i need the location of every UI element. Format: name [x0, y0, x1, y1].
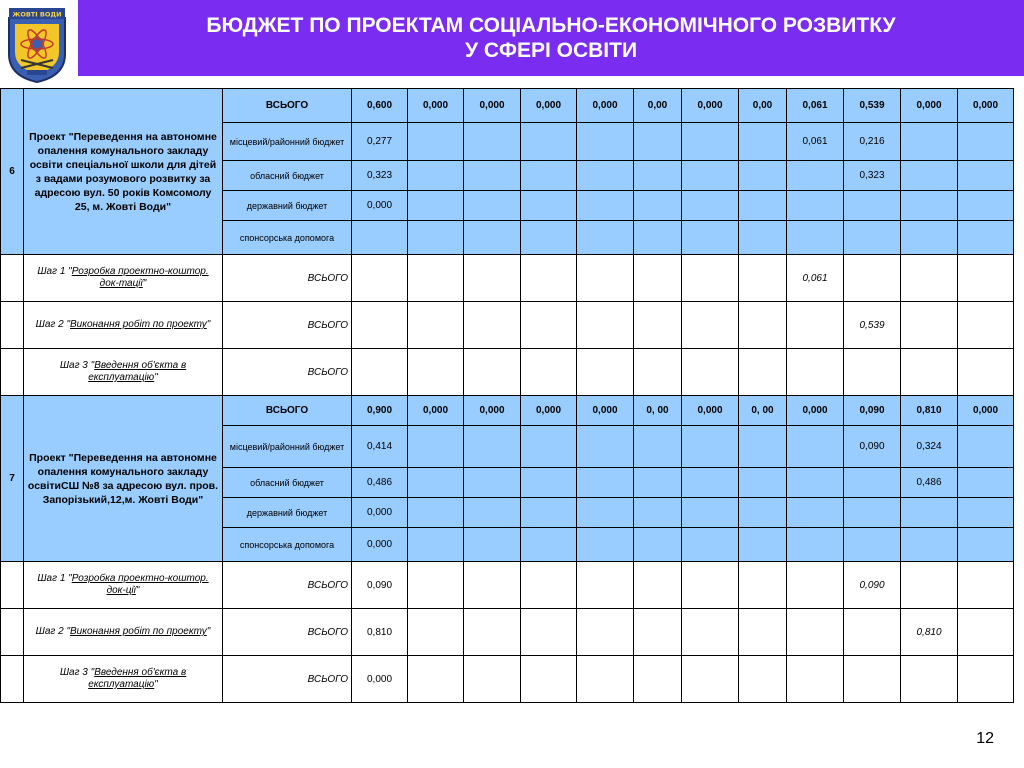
value-cell: 0,000	[408, 396, 464, 426]
emblem-banner-text: ЖОВТІ ВОДИ	[12, 10, 62, 19]
value-cell	[521, 161, 577, 191]
value-cell	[577, 161, 634, 191]
stage-name	[24, 562, 223, 609]
value-cell: 0,00	[634, 89, 682, 123]
value-cell	[408, 468, 464, 498]
value-cell: 0,000	[787, 396, 844, 426]
value-cell	[464, 191, 521, 221]
value-cell: 0,000	[464, 396, 521, 426]
value-cell	[521, 221, 577, 255]
value-cell: 0,000	[521, 396, 577, 426]
stage-link-text: Введення об'єкта в експлуатацію	[88, 360, 187, 383]
value-cell	[958, 349, 1014, 396]
value-cell	[682, 609, 739, 656]
stage-prefix: Шаг 1 "	[37, 573, 72, 584]
value-cell: 0,090	[352, 562, 408, 609]
value-cell: 0,486	[352, 468, 408, 498]
value-cell: 0,539	[844, 89, 901, 123]
value-cell: 0, 00	[634, 396, 682, 426]
value-cell	[352, 221, 408, 255]
funding-source: державний бюджет	[223, 498, 352, 528]
stage-row	[1, 609, 1014, 656]
value-cell: 0,000	[577, 396, 634, 426]
value-cell	[634, 426, 682, 468]
value-cell	[682, 221, 739, 255]
value-cell	[521, 562, 577, 609]
value-cell	[682, 161, 739, 191]
value-cell: 0,810	[901, 609, 958, 656]
value-cell	[787, 349, 844, 396]
stage-prefix: Шаг 2 "	[35, 626, 71, 637]
stage-number-cell	[1, 609, 24, 656]
value-cell	[577, 191, 634, 221]
value-cell: 0, 00	[739, 396, 787, 426]
stage-number-cell	[1, 656, 24, 703]
value-cell	[901, 349, 958, 396]
value-cell	[464, 426, 521, 468]
value-cell: 0,000	[352, 191, 408, 221]
value-cell	[464, 498, 521, 528]
value-cell	[464, 656, 521, 703]
value-cell	[739, 302, 787, 349]
value-cell: 0,000	[682, 89, 739, 123]
value-cell	[464, 123, 521, 161]
value-cell	[577, 255, 634, 302]
value-cell: 0,000	[521, 89, 577, 123]
value-cell	[634, 562, 682, 609]
value-cell	[464, 302, 521, 349]
value-cell: 0,000	[464, 89, 521, 123]
value-cell	[901, 191, 958, 221]
value-cell	[958, 191, 1014, 221]
value-cell	[958, 123, 1014, 161]
value-cell	[682, 349, 739, 396]
value-cell	[739, 123, 787, 161]
value-cell	[408, 349, 464, 396]
value-cell	[787, 302, 844, 349]
value-cell	[464, 221, 521, 255]
project-6-block	[1, 89, 1014, 396]
funding-source: місцевий/районний бюджет	[223, 123, 352, 161]
value-cell	[787, 161, 844, 191]
value-cell	[577, 468, 634, 498]
value-cell	[408, 221, 464, 255]
value-cell	[958, 221, 1014, 255]
value-cell	[739, 498, 787, 528]
value-cell	[787, 656, 844, 703]
value-cell	[682, 191, 739, 221]
funding-source: обласний бюджет	[223, 468, 352, 498]
value-cell	[464, 349, 521, 396]
value-cell: 0,323	[352, 161, 408, 191]
stage-name	[24, 302, 223, 349]
value-cell	[958, 528, 1014, 562]
value-cell	[464, 255, 521, 302]
value-cell	[901, 498, 958, 528]
stage-name	[24, 255, 223, 302]
value-cell	[958, 426, 1014, 468]
value-cell	[958, 498, 1014, 528]
value-cell	[521, 468, 577, 498]
value-cell	[634, 656, 682, 703]
value-cell	[634, 191, 682, 221]
value-cell	[682, 562, 739, 609]
value-cell	[844, 221, 901, 255]
value-cell	[577, 123, 634, 161]
value-cell	[739, 468, 787, 498]
funding-source: місцевий/районний бюджет	[223, 426, 352, 468]
city-emblem	[3, 4, 71, 84]
value-cell	[408, 426, 464, 468]
stage-name	[24, 656, 223, 703]
value-cell	[787, 609, 844, 656]
value-cell: 0,600	[352, 89, 408, 123]
value-cell	[739, 191, 787, 221]
value-cell	[464, 609, 521, 656]
stage-suffix: "	[142, 278, 147, 289]
stage-total-label: ВСЬОГО	[223, 349, 352, 396]
page-title-line1: БЮДЖЕТ ПО ПРОЕКТАМ СОЦІАЛЬНО-ЕКОНОМІЧНОГО РОЗВИТКУ	[206, 14, 896, 37]
project-name: Проект "Переведення на автономне опалення комунального закладу освіти спеціальної школи для дітей з вадами розумового розвитку за адресою вул. 50 років Комсомолу 25, м. Жовті Води"	[24, 89, 223, 255]
value-cell	[739, 161, 787, 191]
value-cell	[521, 426, 577, 468]
funding-source: обласний бюджет	[223, 161, 352, 191]
value-cell	[901, 656, 958, 703]
value-cell: 0,061	[787, 89, 844, 123]
value-cell: 0,216	[844, 123, 901, 161]
value-cell	[408, 609, 464, 656]
value-cell	[844, 656, 901, 703]
value-cell	[958, 255, 1014, 302]
value-cell	[634, 255, 682, 302]
value-cell: 0,486	[901, 468, 958, 498]
value-cell: 0,000	[682, 396, 739, 426]
value-cell: 0,810	[352, 609, 408, 656]
value-cell	[408, 302, 464, 349]
value-cell	[521, 528, 577, 562]
value-cell	[408, 123, 464, 161]
value-cell	[521, 302, 577, 349]
value-cell	[844, 191, 901, 221]
stage-prefix: Шаг 3 "	[59, 360, 95, 371]
value-cell	[464, 562, 521, 609]
stage-total-label: ВСЬОГО	[223, 562, 352, 609]
value-cell	[521, 498, 577, 528]
value-cell	[739, 609, 787, 656]
page-title-line2: У СФЕРІ ОСВІТИ	[464, 39, 638, 62]
funding-source: ВСЬОГО	[223, 89, 352, 123]
project-number: 6	[1, 89, 24, 255]
value-cell: 0,000	[352, 498, 408, 528]
value-cell	[408, 528, 464, 562]
stage-name	[24, 609, 223, 656]
value-cell	[577, 498, 634, 528]
stage-name	[24, 349, 223, 396]
value-cell	[958, 468, 1014, 498]
value-cell	[787, 528, 844, 562]
value-cell	[521, 349, 577, 396]
value-cell	[634, 609, 682, 656]
value-cell	[901, 255, 958, 302]
value-cell: 0,810	[901, 396, 958, 426]
value-cell: 0,00	[739, 89, 787, 123]
value-cell: 0,090	[844, 396, 901, 426]
value-cell	[577, 302, 634, 349]
value-cell: 0,000	[577, 89, 634, 123]
value-cell	[634, 123, 682, 161]
value-cell	[901, 562, 958, 609]
stage-row	[1, 656, 1014, 703]
value-cell	[352, 255, 408, 302]
value-cell	[521, 255, 577, 302]
value-cell	[464, 161, 521, 191]
stage-row	[1, 349, 1014, 396]
value-cell	[577, 656, 634, 703]
stage-total-label: ВСЬОГО	[223, 609, 352, 656]
value-cell	[577, 609, 634, 656]
value-cell	[634, 468, 682, 498]
value-cell	[958, 562, 1014, 609]
value-cell: 0,000	[958, 396, 1014, 426]
value-cell	[901, 528, 958, 562]
value-cell	[844, 255, 901, 302]
value-cell	[408, 498, 464, 528]
value-cell	[844, 468, 901, 498]
value-cell	[577, 221, 634, 255]
stage-link-text: Виконання робіт по проекту	[70, 319, 207, 330]
value-cell	[901, 221, 958, 255]
stage-total-label: ВСЬОГО	[223, 656, 352, 703]
value-cell: 0,000	[901, 89, 958, 123]
value-cell	[787, 191, 844, 221]
value-cell	[464, 528, 521, 562]
stage-row	[1, 302, 1014, 349]
value-cell	[521, 656, 577, 703]
value-cell: 0,090	[844, 426, 901, 468]
value-cell	[787, 562, 844, 609]
stage-suffix: "	[135, 585, 140, 596]
value-cell	[682, 302, 739, 349]
value-cell	[682, 426, 739, 468]
value-cell	[634, 221, 682, 255]
stage-suffix: "	[154, 679, 158, 690]
stage-prefix: Шаг 3 "	[59, 667, 95, 678]
value-cell: 0,277	[352, 123, 408, 161]
value-cell	[682, 468, 739, 498]
value-cell: 0,061	[787, 123, 844, 161]
stage-row	[1, 562, 1014, 609]
value-cell	[408, 562, 464, 609]
stage-link-text: Розробка проектно-коштор. док-тації	[71, 266, 209, 289]
value-cell	[787, 221, 844, 255]
value-cell	[958, 302, 1014, 349]
value-cell: 0,539	[844, 302, 901, 349]
stage-suffix: "	[206, 626, 211, 637]
value-cell: 0,000	[958, 89, 1014, 123]
stage-prefix: Шаг 2 "	[35, 319, 71, 330]
value-cell	[634, 161, 682, 191]
project-number: 7	[1, 396, 24, 562]
funding-source: державний бюджет	[223, 191, 352, 221]
value-cell	[577, 426, 634, 468]
value-cell	[682, 123, 739, 161]
value-cell	[577, 349, 634, 396]
value-cell	[739, 562, 787, 609]
value-cell: 0,000	[352, 656, 408, 703]
value-cell: 0,323	[844, 161, 901, 191]
project-7-block	[1, 396, 1014, 703]
value-cell	[739, 426, 787, 468]
value-cell	[901, 123, 958, 161]
value-cell	[787, 498, 844, 528]
value-cell	[634, 302, 682, 349]
stage-suffix: "	[154, 372, 158, 383]
value-cell	[682, 255, 739, 302]
stage-link-text: Розробка проектно-коштор. док-ції	[71, 573, 209, 596]
value-cell	[408, 255, 464, 302]
funding-source: спонсорська допомога	[223, 528, 352, 562]
value-cell	[901, 161, 958, 191]
value-cell	[521, 123, 577, 161]
value-cell	[634, 528, 682, 562]
value-cell: 0,090	[844, 562, 901, 609]
table-row	[1, 396, 1014, 426]
stage-row	[1, 255, 1014, 302]
stage-number-cell	[1, 349, 24, 396]
value-cell	[739, 656, 787, 703]
value-cell	[408, 161, 464, 191]
stage-number-cell	[1, 562, 24, 609]
value-cell	[844, 349, 901, 396]
value-cell	[787, 468, 844, 498]
value-cell	[577, 562, 634, 609]
stage-number-cell	[1, 302, 24, 349]
project-name: Проект "Переведення на автономне опалення комунального закладу освітиСШ №8 за адресою вул. пров. Запорізький,12,м. Жовті Води"	[24, 396, 223, 562]
stage-suffix: "	[206, 319, 211, 330]
value-cell	[901, 302, 958, 349]
value-cell	[844, 528, 901, 562]
value-cell	[521, 191, 577, 221]
value-cell	[682, 656, 739, 703]
value-cell	[682, 528, 739, 562]
value-cell	[521, 609, 577, 656]
value-cell	[844, 498, 901, 528]
value-cell: 0,900	[352, 396, 408, 426]
value-cell	[577, 528, 634, 562]
budget-table	[0, 88, 1014, 703]
value-cell	[958, 656, 1014, 703]
header-banner	[78, 0, 1024, 76]
value-cell	[739, 255, 787, 302]
value-cell: 0,414	[352, 426, 408, 468]
value-cell	[408, 191, 464, 221]
value-cell	[739, 349, 787, 396]
value-cell	[634, 498, 682, 528]
value-cell	[958, 161, 1014, 191]
value-cell	[464, 468, 521, 498]
value-cell	[739, 528, 787, 562]
value-cell	[634, 349, 682, 396]
value-cell	[352, 349, 408, 396]
value-cell	[682, 498, 739, 528]
page-number: 12	[976, 730, 994, 747]
value-cell	[787, 426, 844, 468]
stage-link-text: Виконання робіт по проекту	[70, 626, 207, 637]
stage-link-text: Введення об'єкта в експлуатацію	[88, 667, 187, 690]
value-cell: 0,324	[901, 426, 958, 468]
value-cell	[352, 302, 408, 349]
value-cell: 0,000	[408, 89, 464, 123]
value-cell	[408, 656, 464, 703]
value-cell	[844, 609, 901, 656]
value-cell: 0,061	[787, 255, 844, 302]
stage-total-label: ВСЬОГО	[223, 302, 352, 349]
table-row	[1, 89, 1014, 123]
value-cell	[958, 609, 1014, 656]
stage-number-cell	[1, 255, 24, 302]
funding-source: ВСЬОГО	[223, 396, 352, 426]
stage-total-label: ВСЬОГО	[223, 255, 352, 302]
funding-source: спонсорська допомога	[223, 221, 352, 255]
value-cell	[739, 221, 787, 255]
stage-prefix: Шаг 1 "	[37, 266, 72, 277]
value-cell: 0,000	[352, 528, 408, 562]
